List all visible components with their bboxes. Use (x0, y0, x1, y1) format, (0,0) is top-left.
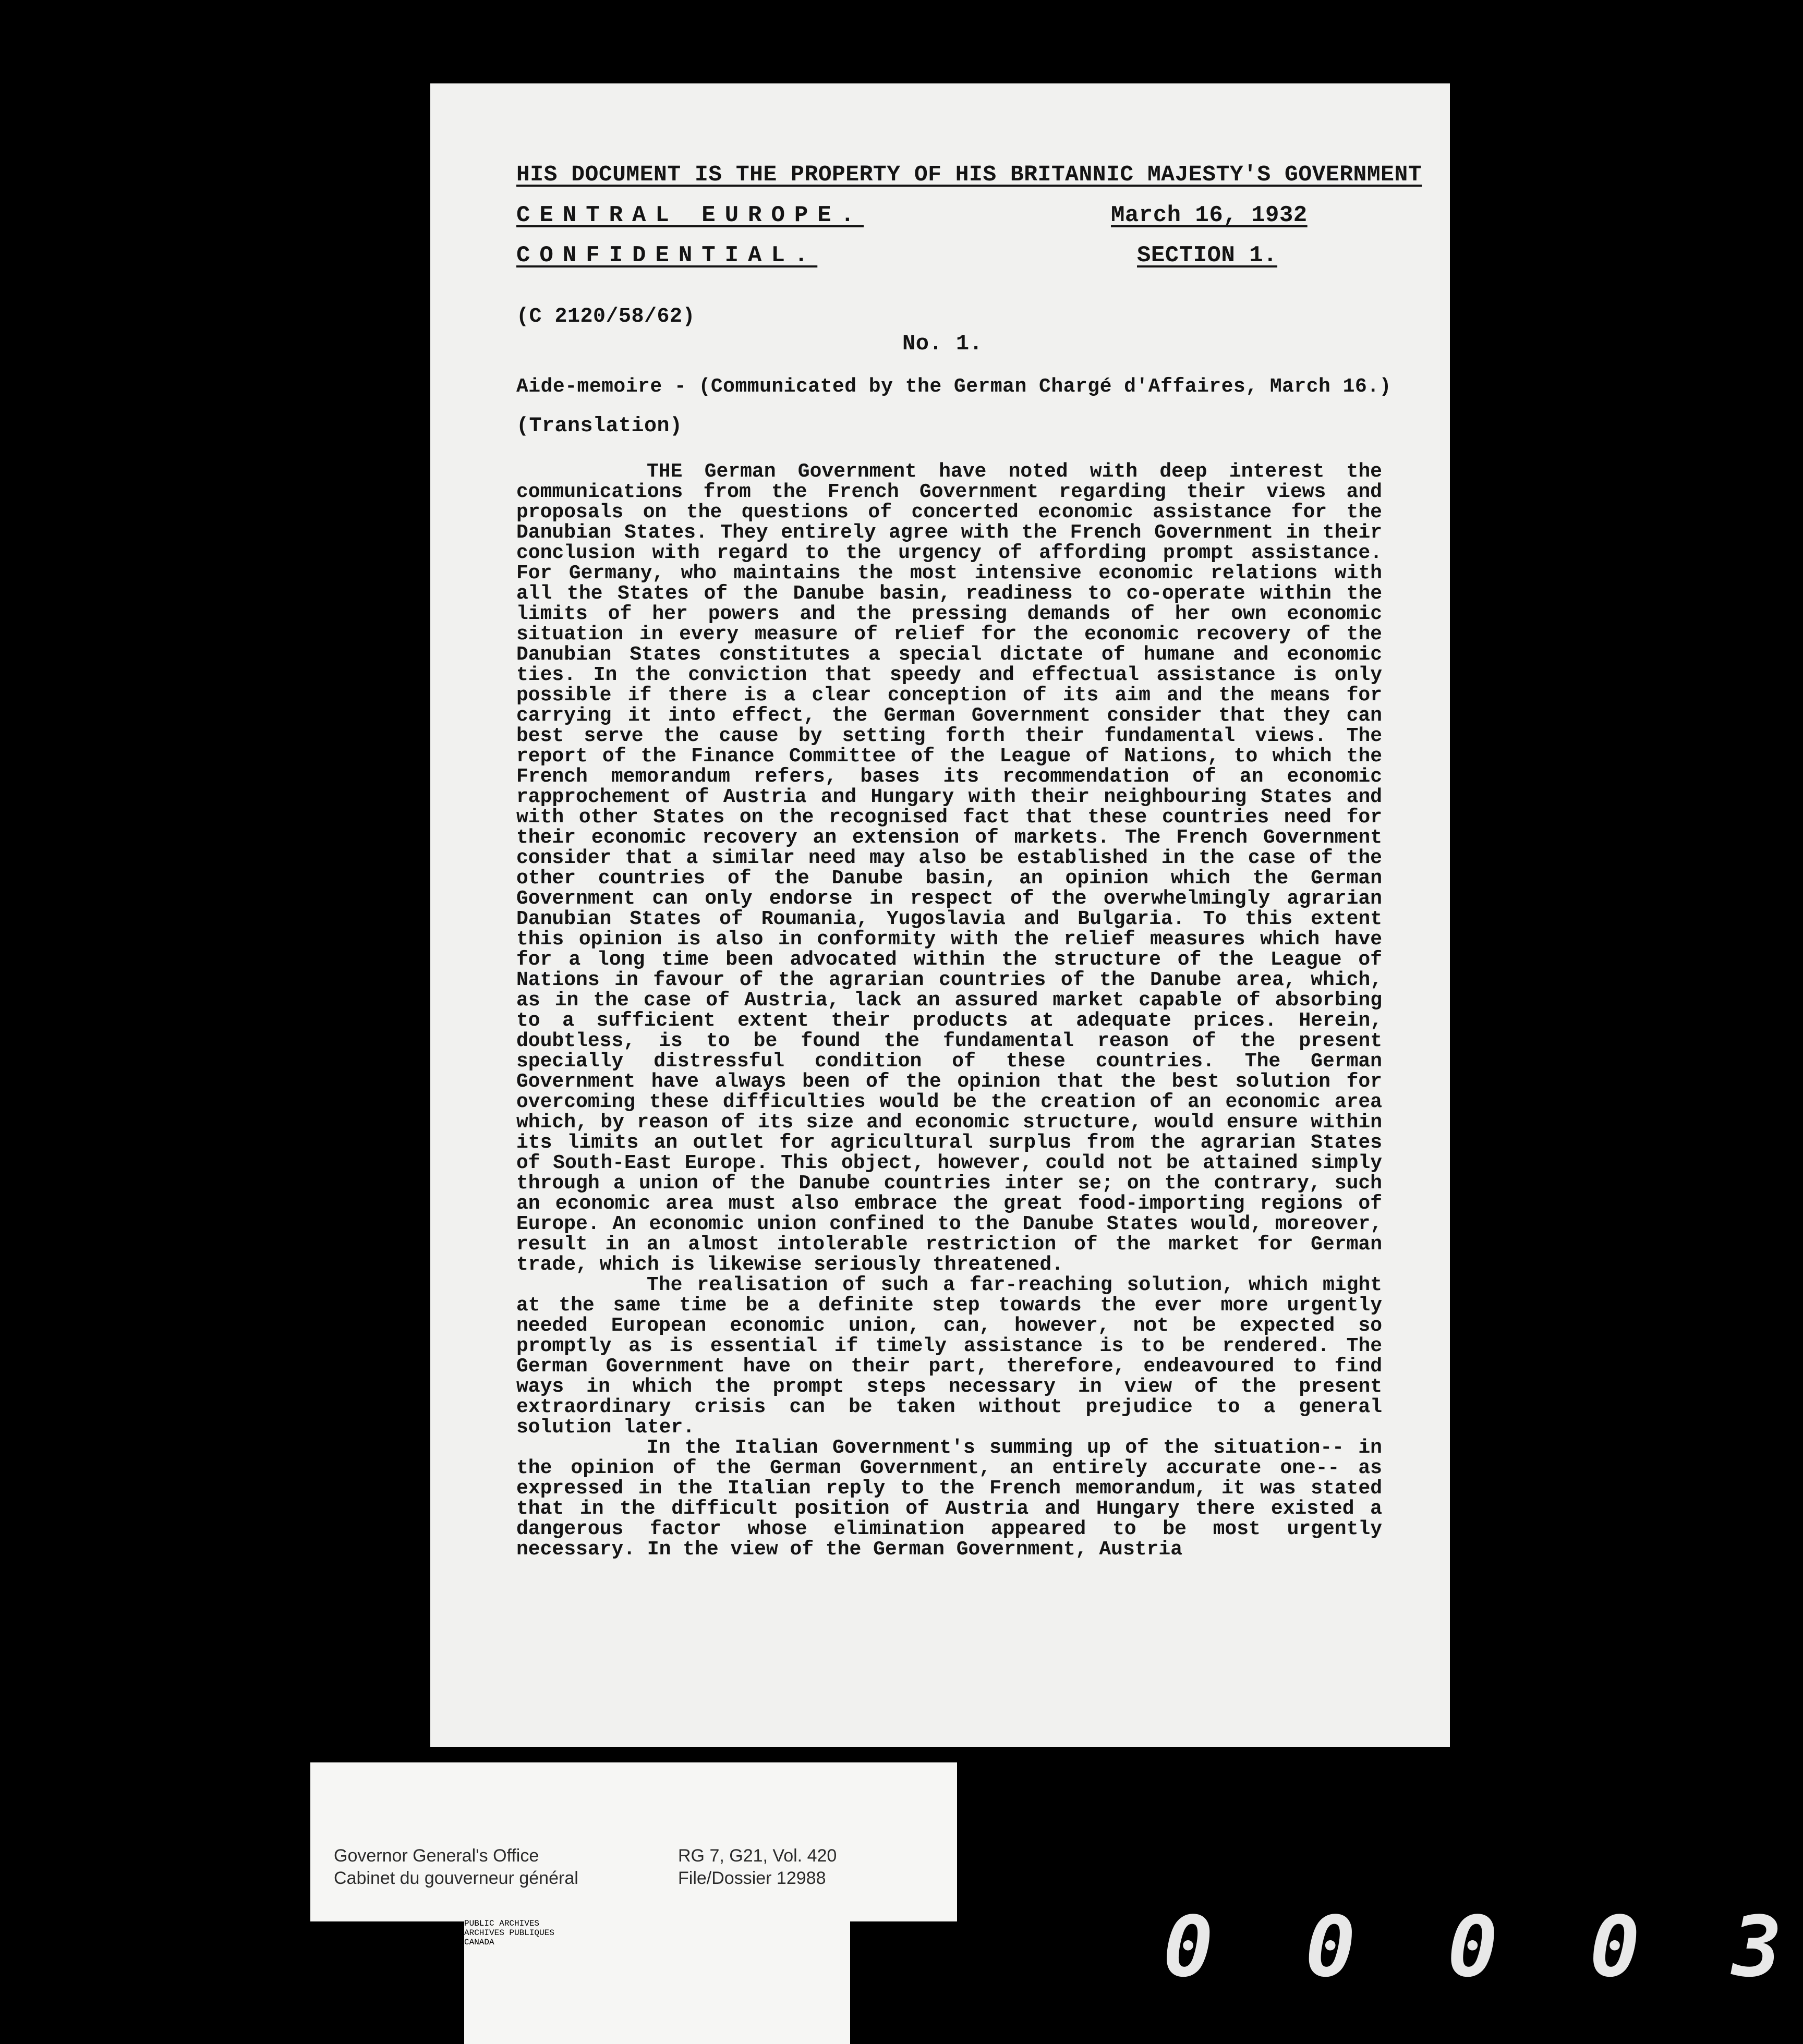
archive-label (310, 1762, 957, 1921)
section-heading: SECTION 1. (1137, 242, 1278, 269)
frame-number: 0 0 0 0 3 (1163, 1898, 1803, 1996)
reference-number: (C 2120/58/62) (516, 305, 696, 328)
office-en: Governor General's Office (334, 1846, 539, 1866)
translation-note: (Translation) (516, 415, 683, 438)
property-line: HIS DOCUMENT IS THE PROPERTY OF HIS BRITANNIC MAJESTY'S GOVERNMENT (516, 162, 1422, 187)
paragraph-3: In the Italian Government's summing up of the situation-- in the opinion of the German Government, an entirely accurate one-- as expressed in the Italian reply to the French memorandum, it was stated that in the difficult position of Austria and Hungary there existed a dangerous factor whose elimination appeared to be most urgently necessary. In the view of the German Government, Austria (516, 1437, 1382, 1561)
office-fr: Cabinet du gouverneur général (334, 1868, 578, 1888)
region-heading: CENTRAL EUROPE. (516, 202, 864, 228)
brand-country: CANADA (464, 1938, 494, 1947)
paragraph-1: THE German Government have noted with deep interest the communications from the French Government regarding their views and proposals on the questions of concerted economic assistance for the Danubian States. They entirely agree with the French Government in their conclusion with regard to the urgency of affording prompt assistance. For Germany, who maintains the most intensive economic relations with all the States of the Danube basin, readiness to co-operate within the limits of her powers and the pressing demands of her own economic situation in every measure of relief for the economic recovery of the Danubian States constitutes a special dictate of humane and economic ties. In the conviction that speedy and effectual assistance is only possible if there is a clear conception of its aim and the means for carrying it into effect, the German Government consider that they can best serve the cause by setting forth their fundamental views. The report of the Finance Committee of the League of Nations, to which the French memorandum refers, bases its recommendation of an economic rapprochement of Austria and Hungary with their neighbouring States and with other States on the recognised fact that these countries need for their economic recovery an extension of markets. The French Government consider that a similar need may also be established in the case of the other countries of the Danube basin, an opinion which the German Government can only endorse in respect of the overwhelmingly agrarian Danubian States of Roumania, Yugoslavia and Bulgaria. To this extent this opinion is also in conformity with the relief measures which have for a long time been advocated within the structure of the League of Nations in favour of the agrarian countries of the Danube area, which, as in the case of Austria, lack an assured market capable of absorbing to a sufficient extent their products at adequate prices. Herein, doubtless, is to be found the fundamental reason of the present specially distressful condition of these countries. The German Government have always been of the opinion that the best solution for overcoming these difficulties would be the creation of an economic area which, by reason of its size and economic structure, would ensure within its limits an outlet for agricultural surplus from the agrarian States of South-East Europe. This object, however, could not be attained simply through a union of the Danube countries inter se; on the contrary, such an economic area must also embrace the great food-importing regions of Europe. An economic union confined to the Danube States would, moreover, result in an almost intolerable restriction of the market for German trade, which is likewise seriously threatened. (516, 460, 1382, 1276)
document-page (430, 83, 1450, 1747)
brand-fr: ARCHIVES PUBLIQUES (464, 1928, 554, 1938)
brand-en: PUBLIC ARCHIVES (464, 1919, 540, 1928)
paragraph-2: The realisation of such a far-reaching solution, which might at the same time be a definite step towards the ever more urgently needed European economic union, can, however, not be expected so promptly as is essential if timely assistance is to be rendered. The German Government have on their part, therefore, endeavoured to find ways in which the prompt steps necessary in view of the present extraordinary crisis can be taken without prejudice to a general solution later. (516, 1274, 1382, 1439)
file-number: File/Dossier 12988 (678, 1868, 826, 1888)
record-group: RG 7, G21, Vol. 420 (678, 1846, 837, 1866)
document-body (516, 461, 1382, 1560)
classification-heading: CONFIDENTIAL. (516, 242, 818, 269)
document-date: March 16, 1932 (1111, 202, 1308, 228)
archive-brand-block (464, 1919, 850, 2044)
document-number: No. 1. (902, 331, 983, 356)
subject-line: Aide-memoire - (Communicated by the German Chargé d'Affaires, March 16.) (516, 375, 1391, 398)
